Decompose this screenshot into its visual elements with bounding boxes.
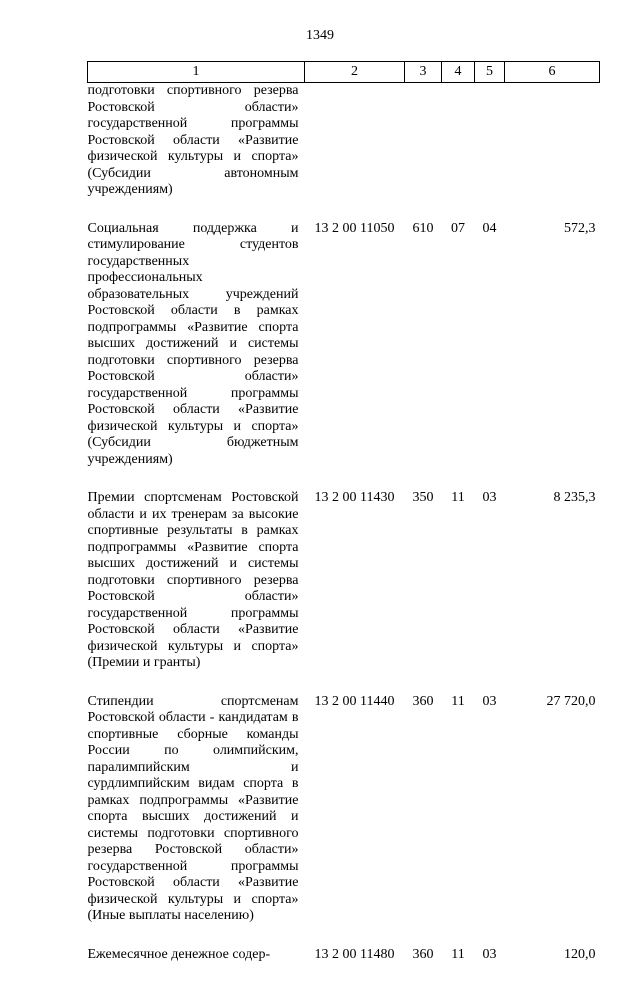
- row-amount: [505, 83, 600, 221]
- table-row: [88, 947, 600, 985]
- column-header: 3: [405, 62, 442, 83]
- column-header-row: [88, 62, 600, 83]
- table-row: [88, 83, 600, 221]
- column-header: 2: [305, 62, 405, 83]
- row-col5: 03: [475, 947, 505, 985]
- column-header: 1: [88, 62, 305, 83]
- row-col4: [442, 83, 475, 221]
- column-header: 6: [505, 62, 600, 83]
- row-code: 13 2 00 11440: [305, 694, 405, 947]
- row-description: Социальная поддержка и стимулирование студентов государственных профессиональных образовательных учреждений Ростовской области в рамках подпрограммы «Развитие спорта высших достижений и системы подготовки спортивного резерва Ростовской области» государственной программы Ростовской области «Развитие физической культуры и спорта» (Субсидии бюджетным учреждениям): [88, 221, 305, 491]
- row-description: Премии спортсменам Ростовской области и их тренерам за высокие спортивные результаты в рамках подпрограммы «Развитие спорта высших достижений и системы подготовки спортивного резерва Ростовской области» государственной программы Ростовской области «Развитие физической культуры и спорта» (Премии и гранты): [88, 490, 305, 694]
- row-col3: 610: [405, 221, 442, 491]
- row-amount: 120,0: [505, 947, 600, 985]
- row-amount: 8 235,3: [505, 490, 600, 694]
- row-description: Ежемесячное денежное содер-: [88, 947, 305, 985]
- column-header: 5: [475, 62, 505, 83]
- row-col3: 360: [405, 947, 442, 985]
- row-col3: 360: [405, 694, 442, 947]
- row-code: 13 2 00 11480: [305, 947, 405, 985]
- row-code: 13 2 00 11430: [305, 490, 405, 694]
- row-col5: 04: [475, 221, 505, 491]
- row-amount: 572,3: [505, 221, 600, 491]
- page-number: 1349: [0, 28, 640, 44]
- row-amount: 27 720,0: [505, 694, 600, 947]
- row-col4: 11: [442, 947, 475, 985]
- row-col4: 07: [442, 221, 475, 491]
- row-col5: 03: [475, 694, 505, 947]
- row-col3: [405, 83, 442, 221]
- row-col4: 11: [442, 694, 475, 947]
- row-description: подготовки спортивного резерва Ростовской области» государственной программы Ростовской области «Развитие физической культуры и спорта» (Субсидии автономным учреждениям): [88, 83, 305, 221]
- table-row: [88, 490, 600, 694]
- table-row: [88, 221, 600, 491]
- row-code: [305, 83, 405, 221]
- row-description: Стипендии спортсменам Ростовской области - кандидатам в спортивные сборные команды России по олимпийским, паралимпийским и сурдлимпийским видам спорта в рамках подпрограммы «Развитие спорта высших достижений и системы подготовки спортивного резерва Ростовской области» государственной программы Ростовской области «Развитие физической культуры и спорта» (Иные выплаты населению): [88, 694, 305, 947]
- column-header: 4: [442, 62, 475, 83]
- row-col5: [475, 83, 505, 221]
- budget-table: [87, 61, 600, 985]
- table-row: [88, 694, 600, 947]
- row-col4: 11: [442, 490, 475, 694]
- row-col5: 03: [475, 490, 505, 694]
- row-col3: 350: [405, 490, 442, 694]
- row-code: 13 2 00 11050: [305, 221, 405, 491]
